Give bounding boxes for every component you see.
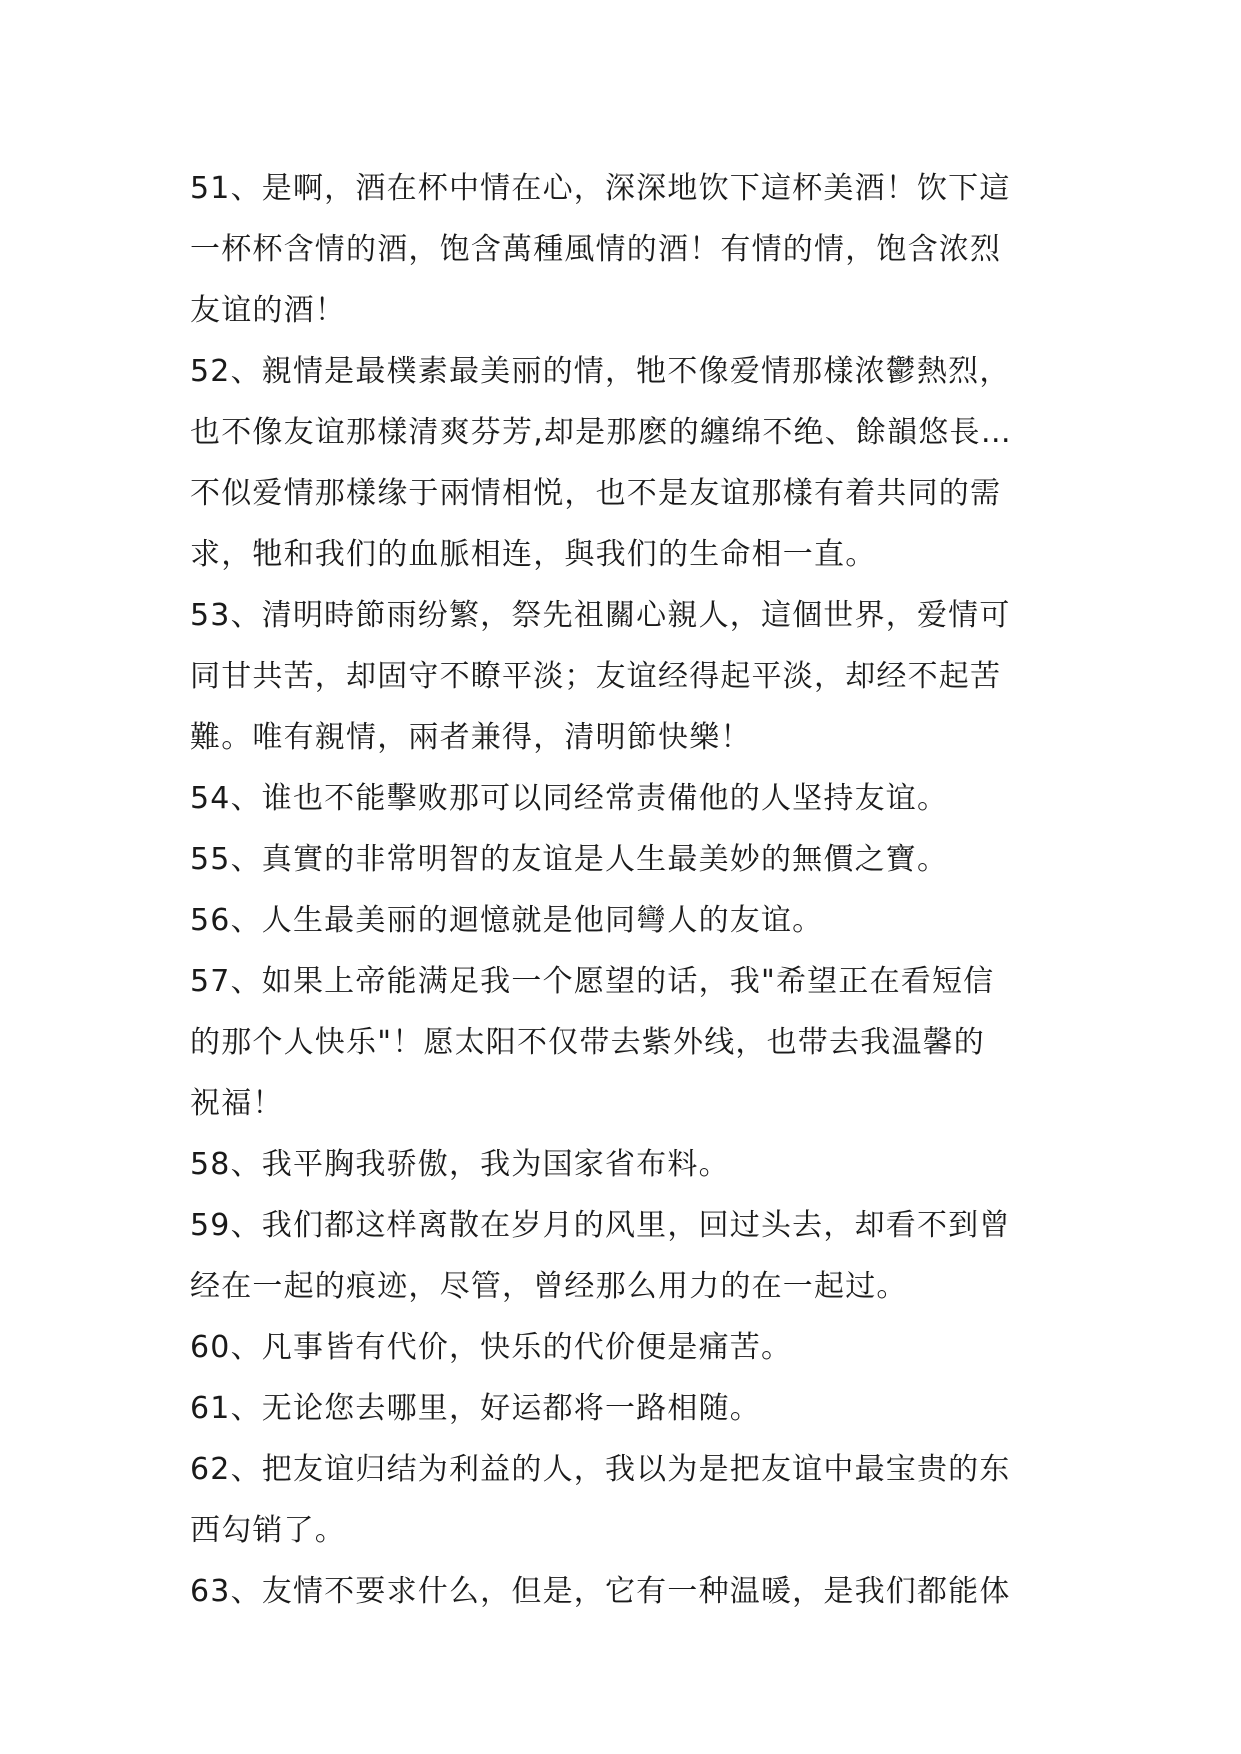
text-line: 不似爱情那樣缘于兩情相悦，也不是友谊那樣有着共同的需	[190, 476, 1002, 511]
text-line: 55、真實的非常明智的友谊是人生最美妙的無價之寶。	[190, 842, 949, 877]
text-line: 友谊的酒！	[190, 293, 346, 328]
text-line: 62、把友谊归结为利益的人，我以为是把友谊中最宝贵的东	[190, 1452, 1011, 1487]
text-line: 也不像友谊那樣清爽芬芳,却是那麽的纏绵不绝、餘韻悠長…	[190, 415, 1012, 450]
text-line: 56、人生最美丽的迴憶就是他同彎人的友谊。	[190, 903, 824, 938]
text-line: 58、我平胸我骄傲，我为国家省布料。	[190, 1147, 730, 1182]
text-line: 求，牠和我们的血脈相连，與我们的生命相一直。	[190, 537, 877, 572]
text-line: 同甘共苦，却固守不瞭平淡；友谊经得起平淡，却经不起苦	[190, 659, 1002, 694]
text-line: 60、凡事皆有代价，快乐的代价便是痛苦。	[190, 1330, 793, 1365]
text-line: 西勾销了。	[190, 1513, 346, 1548]
text-line: 一杯杯含情的酒，饱含萬種風情的酒！有情的情，饱含浓烈	[190, 232, 1002, 267]
text-line: 经在一起的痕迹，尽管，曾经那么用力的在一起过。	[190, 1269, 908, 1304]
text-line: 的那个人快乐"！愿太阳不仅带去紫外线，也带去我温馨的	[190, 1025, 985, 1060]
text-line: 51、是啊，酒在杯中情在心，深深地饮下這杯美酒！饮下這	[190, 171, 1011, 206]
document-body	[190, 158, 1050, 1622]
text-line: 63、友情不要求什么，但是，它有一种温暖，是我们都能体	[190, 1574, 1011, 1609]
text-line: 54、谁也不能擊败那可以同经常责備他的人坚持友谊。	[190, 781, 949, 816]
text-line: 57、如果上帝能满足我一个愿望的话，我"希望正在看短信	[190, 964, 995, 999]
text-line: 61、无论您去哪里，好运都将一路相随。	[190, 1391, 761, 1426]
text-line: 祝福！	[190, 1086, 284, 1121]
text-line: 52、親情是最樸素最美丽的情，牠不像爱情那樣浓鬱熱烈，	[190, 354, 1011, 389]
text-line: 難。唯有親情，兩者兼得，清明節快樂！	[190, 720, 752, 755]
text-line: 53、清明時節雨纷繁，祭先祖關心親人，這個世界，爱情可	[190, 598, 1011, 633]
text-line: 59、我们都这样离散在岁月的风里，回过头去，却看不到曾	[190, 1208, 1011, 1243]
